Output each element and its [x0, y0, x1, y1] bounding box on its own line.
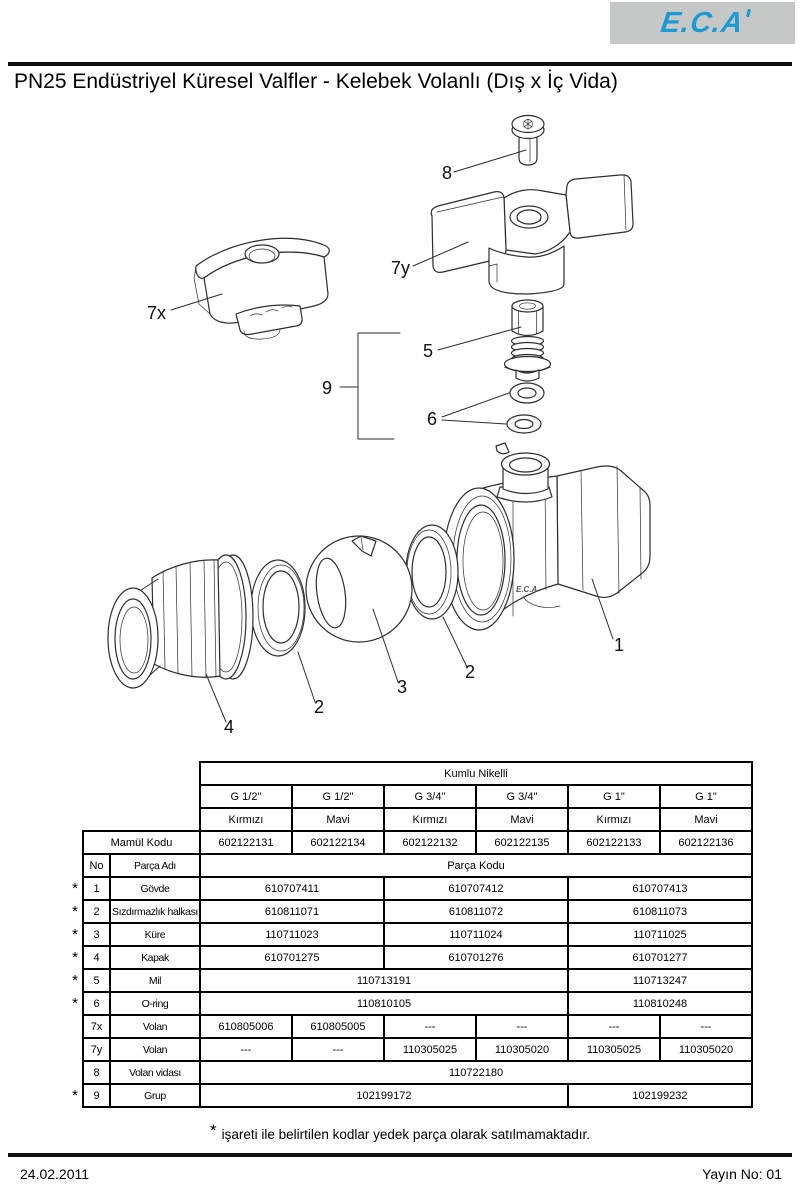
footnote-star: *: [209, 1121, 217, 1140]
spare-star: [68, 1038, 83, 1061]
part-code: 110722180: [200, 1061, 752, 1084]
eca-logo-text: E.C.A: [659, 6, 746, 39]
part-name: O-ring: [110, 992, 200, 1015]
color-header: Mavi: [292, 808, 384, 831]
mamul-code: 602122131: [200, 831, 292, 854]
size-header: G 3/4": [476, 785, 568, 808]
part-code: ---: [384, 1015, 476, 1038]
table-row: [68, 946, 752, 969]
mamul-code: 602122133: [568, 831, 660, 854]
part-no: 2: [83, 900, 110, 923]
mamul-code: 602122134: [292, 831, 384, 854]
spare-star: *: [68, 923, 83, 946]
size-header: G 1/2": [292, 785, 384, 808]
size-header: G 1": [568, 785, 660, 808]
part-name: Kapak: [110, 946, 200, 969]
table-row: [68, 900, 752, 923]
color-header: Kırmızı: [568, 808, 660, 831]
page-title: PN25 Endüstriyel Küresel Valfler - Kelebek Volanlı (Dış x İç Vida): [14, 70, 618, 93]
diagram-label-7y: 7y: [391, 258, 411, 278]
spare-star: *: [68, 900, 83, 923]
diagram-label-8: 8: [441, 163, 453, 183]
part-code: 102199172: [200, 1084, 568, 1107]
part-code: 610811072: [384, 900, 568, 923]
size-header: G 1": [660, 785, 752, 808]
part-code: 110711023: [200, 923, 384, 946]
diagram-label-9: 9: [321, 378, 333, 398]
mamul-code: 602122135: [476, 831, 568, 854]
diagram-label-4: 4: [223, 717, 235, 737]
parts-table: [68, 761, 753, 1108]
part-code: ---: [476, 1015, 568, 1038]
part-code: 110713191: [200, 969, 568, 992]
spare-star: [68, 1061, 83, 1084]
color-header: Mavi: [660, 808, 752, 831]
table-row-sizes: [68, 785, 752, 808]
spare-star: *: [68, 946, 83, 969]
part-code: 102199232: [568, 1084, 752, 1107]
part-code: 110305025: [384, 1038, 476, 1061]
part-name: Mil: [110, 969, 200, 992]
part-no: 6: [83, 992, 110, 1015]
part-code: 110810105: [200, 992, 568, 1015]
part-name: Grup: [110, 1084, 200, 1107]
part-name: Volan vidası: [110, 1061, 200, 1084]
diagram-label-6: 6: [427, 409, 438, 429]
part-name: Volan: [110, 1038, 200, 1061]
part-code: 610701276: [384, 946, 568, 969]
part-handle-7x: [194, 238, 329, 339]
spare-star: *: [68, 969, 83, 992]
mamul-code: 602122132: [384, 831, 476, 854]
part-seal-right: [406, 525, 458, 619]
table-row-colors: [68, 808, 752, 831]
mamul-code: 602122136: [660, 831, 752, 854]
part-code: 110713247: [568, 969, 752, 992]
part-handle-7y: [431, 175, 633, 294]
part-washers: [507, 383, 544, 433]
part-code: 610701275: [200, 946, 384, 969]
diagram-label-1: 1: [613, 635, 625, 655]
size-header: G 3/4": [384, 785, 476, 808]
part-code: ---: [200, 1038, 292, 1061]
issue-number: Yayın No: 01: [702, 1166, 782, 1182]
diagram-label-7x: 7x: [147, 303, 167, 323]
part-code: 610707411: [200, 877, 384, 900]
spare-parts-footnote: [0, 1121, 800, 1144]
part-no: 1: [83, 877, 110, 900]
part-code: ---: [660, 1015, 752, 1038]
diagram-label-2-right: 2: [464, 662, 476, 682]
part-body: [444, 443, 650, 630]
part-end-cap: [108, 555, 253, 688]
table-row: [68, 923, 752, 946]
part-code: 110711024: [384, 923, 568, 946]
part-seal-left: [251, 560, 305, 656]
publication-date: 24.02.2011: [20, 1166, 90, 1182]
spare-star: [68, 1015, 83, 1038]
diagram-label-5: 5: [423, 341, 434, 361]
part-code: 610701277: [568, 946, 752, 969]
color-header: Kırmızı: [384, 808, 476, 831]
part-ball: [306, 536, 412, 642]
part-code: 610805005: [292, 1015, 384, 1038]
part-code: 110305020: [660, 1038, 752, 1061]
part-name-header: Parça Adı: [110, 854, 200, 877]
diagram-label-2-left: 2: [313, 697, 325, 717]
part-name: Volan: [110, 1015, 200, 1038]
part-name: Sızdırmazlık halkası: [110, 900, 200, 923]
spare-star: *: [68, 992, 83, 1015]
part-no: 7y: [83, 1038, 110, 1061]
part-code: 110305020: [476, 1038, 568, 1061]
table-row: [68, 969, 752, 992]
part-code: 110711025: [568, 923, 752, 946]
table-row: [68, 877, 752, 900]
part-no: 9: [83, 1084, 110, 1107]
table-row-mamul: [68, 831, 752, 854]
table-row: [68, 1061, 752, 1084]
size-header: G 1/2": [200, 785, 292, 808]
body-emboss-logo: E.C.A: [516, 585, 538, 594]
part-name: Gövde: [110, 877, 200, 900]
no-header: No: [83, 854, 110, 877]
part-name: Küre: [110, 923, 200, 946]
part-no: 3: [83, 923, 110, 946]
part-no: 8: [83, 1061, 110, 1084]
part-no: 7x: [83, 1015, 110, 1038]
table-row-finish: [68, 762, 752, 785]
table-row-columns: [68, 854, 752, 877]
part-code: 110305025: [568, 1038, 660, 1061]
finish-header: Kumlu Nikelli: [200, 762, 752, 785]
part-screw: [512, 116, 544, 166]
table-row: [68, 1015, 752, 1038]
part-code: 610805006: [200, 1015, 292, 1038]
color-header: Mavi: [476, 808, 568, 831]
table-row: [68, 992, 752, 1015]
color-header: Kırmızı: [200, 808, 292, 831]
part-code: 610811073: [568, 900, 752, 923]
part-code: ---: [292, 1038, 384, 1061]
part-code: 610707412: [384, 877, 568, 900]
footnote-text: işareti ile belirtilen kodlar yedek parça olarak satılmamaktadır.: [221, 1127, 591, 1142]
group-bracket: [340, 333, 400, 439]
part-no: 4: [83, 946, 110, 969]
part-stem: [505, 300, 551, 381]
part-code: 610707413: [568, 877, 752, 900]
part-code: 110810248: [568, 992, 752, 1015]
part-no: 5: [83, 969, 110, 992]
table-row: [68, 1038, 752, 1061]
spare-star: *: [68, 1084, 83, 1107]
part-code-header: Parça Kodu: [200, 854, 752, 877]
diagram-label-3: 3: [396, 677, 408, 697]
footer-rule: [8, 1153, 792, 1157]
part-code: ---: [568, 1015, 660, 1038]
table-row: [68, 1084, 752, 1107]
spare-star: *: [68, 877, 83, 900]
mamul-label: Mamül Kodu: [83, 831, 200, 854]
part-code: 610811071: [200, 900, 384, 923]
